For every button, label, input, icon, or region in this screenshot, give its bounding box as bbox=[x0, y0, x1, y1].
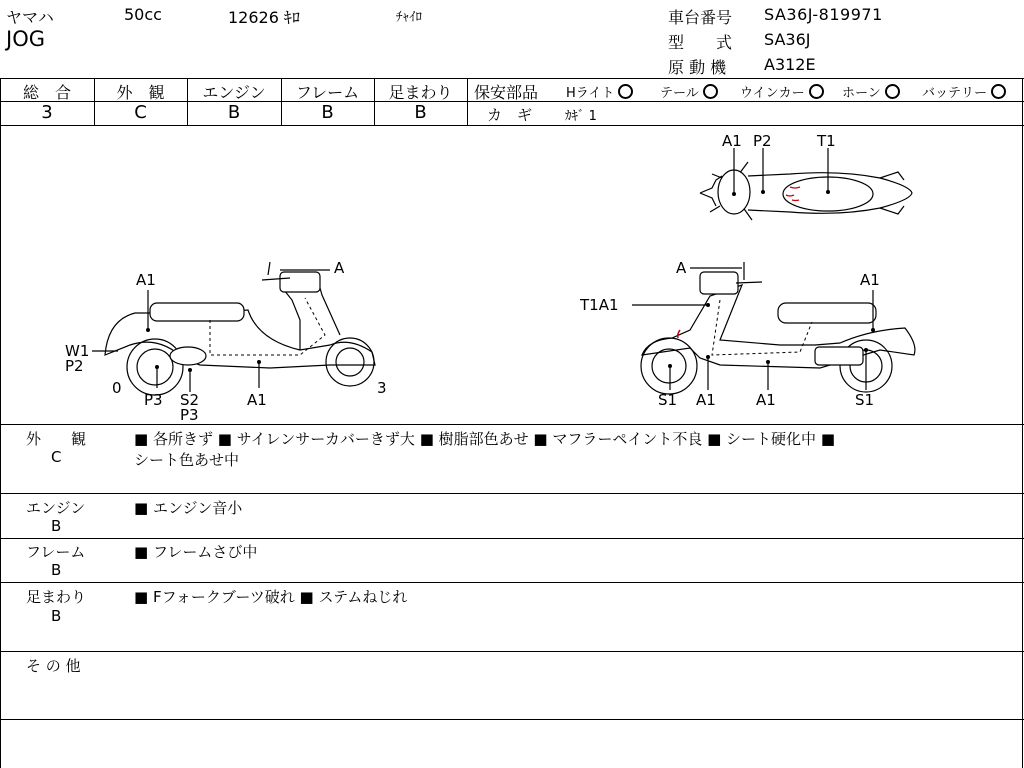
exterior-label: 外 観 bbox=[116, 83, 165, 102]
label-top-t1: T1 bbox=[817, 132, 836, 150]
exterior-value: C bbox=[134, 102, 147, 123]
frame-grade-label: フレーム bbox=[295, 83, 360, 102]
label-left-w1: W1 bbox=[65, 342, 90, 360]
notes-engine-label: エンジン bbox=[26, 499, 86, 517]
label-left-3: 3 bbox=[377, 379, 387, 397]
scooter-right-view bbox=[579, 259, 915, 409]
engine-grade-value: B bbox=[227, 102, 241, 123]
suspension-grade-label: 足まわり bbox=[388, 83, 453, 102]
label-left-p3: P3 bbox=[144, 391, 163, 409]
divider bbox=[0, 582, 1024, 583]
label-left-p3b: P3 bbox=[180, 406, 199, 424]
notes-suspension-grade: B bbox=[51, 607, 62, 625]
label-right-s1-rear: S1 bbox=[855, 391, 875, 409]
type-label: 型 式 bbox=[668, 33, 733, 52]
notes-suspension-line-1: ■ Fフォークブーツ破れ ■ ステムねじれ bbox=[134, 588, 408, 606]
notes-suspension-label: 足まわり bbox=[26, 588, 87, 606]
color: ﾁｬｲﾛ bbox=[396, 10, 422, 25]
label-right-s1-front: S1 bbox=[658, 391, 678, 409]
mileage: 12626 ｷﾛ bbox=[228, 8, 300, 27]
notes-frame-grade: B bbox=[51, 561, 62, 579]
divider bbox=[0, 538, 1024, 539]
label-top-a1: A1 bbox=[722, 132, 742, 150]
notes-other-label: そ の 他 bbox=[26, 657, 81, 675]
divider bbox=[0, 493, 1024, 494]
notes-frame-line-1: ■ フレームさび中 bbox=[134, 543, 258, 561]
ok-circle-icon bbox=[809, 84, 824, 99]
ok-circle-icon bbox=[991, 84, 1006, 99]
safety-label: 保安部品 bbox=[474, 83, 539, 102]
type-value: SA36J bbox=[764, 30, 811, 49]
model-name: JOG bbox=[6, 27, 45, 51]
overall-label: 総 合 bbox=[22, 83, 71, 102]
key-value: ｶｷﾞ 1 bbox=[565, 109, 597, 124]
notes-engine-line-1: ■ エンジン音小 bbox=[134, 499, 243, 517]
displacement: 50cc bbox=[124, 5, 162, 24]
divider bbox=[0, 719, 1024, 720]
label-left-a: A bbox=[334, 259, 345, 277]
overall-value: 3 bbox=[41, 102, 53, 123]
safety-item-horn: ホーン bbox=[842, 82, 900, 101]
ok-circle-icon bbox=[885, 84, 900, 99]
frame-grade-value: B bbox=[321, 102, 334, 123]
divider bbox=[467, 78, 468, 125]
notes-exterior-label: 外 観 bbox=[26, 430, 87, 448]
scooter-top-view bbox=[700, 132, 912, 220]
divider bbox=[0, 78, 1024, 79]
ok-circle-icon bbox=[703, 84, 718, 99]
key-label: カ ギ bbox=[487, 106, 533, 124]
divider bbox=[0, 424, 1024, 425]
safety-item-battery: バッテリー bbox=[922, 82, 1006, 101]
label-top-p2: P2 bbox=[753, 132, 772, 150]
notes-exterior-grade: C bbox=[51, 448, 62, 466]
engine-grade-label: エンジン bbox=[202, 83, 266, 102]
label-left-p2: P2 bbox=[65, 357, 84, 375]
maker: ヤマハ bbox=[6, 8, 54, 27]
label-left-0: 0 bbox=[112, 379, 122, 397]
label-right-t1a1: T1A1 bbox=[580, 296, 619, 314]
divider bbox=[1022, 78, 1023, 768]
notes-exterior-line-1: ■ 各所きず ■ サイレンサーカバーきず大 ■ 樹脂部色あせ ■ マフラーペイント不良 ■ シート硬化中 ■ bbox=[134, 430, 835, 448]
label-right-a: A bbox=[676, 259, 687, 277]
label-left-a1-bottom: A1 bbox=[247, 391, 267, 409]
divider bbox=[0, 651, 1024, 652]
notes-exterior-line-2: シート色あせ中 bbox=[134, 451, 240, 469]
safety-item-tail: テール bbox=[660, 82, 718, 101]
engine-type-value: A312E bbox=[764, 55, 816, 74]
suspension-grade-value: B bbox=[414, 102, 427, 123]
safety-item-headlight: Hライト bbox=[566, 82, 633, 101]
scooter-left-view bbox=[65, 259, 387, 424]
chassis-label: 車台番号 bbox=[668, 8, 733, 27]
label-right-a1-bottom: A1 bbox=[756, 391, 776, 409]
label-right-a1-seat: A1 bbox=[860, 271, 880, 289]
ok-circle-icon bbox=[618, 84, 633, 99]
label-right-a1-floor: A1 bbox=[696, 391, 716, 409]
damage-diagram bbox=[0, 126, 1022, 424]
notes-engine-grade: B bbox=[51, 517, 62, 535]
notes-frame-label: フレーム bbox=[26, 543, 86, 561]
safety-item-winker: ウインカー bbox=[740, 82, 824, 101]
label-left-a1-seat: A1 bbox=[136, 271, 156, 289]
label-left-s2: S2 bbox=[180, 391, 200, 409]
chassis-value: SA36J-819971 bbox=[764, 5, 883, 24]
divider bbox=[468, 101, 1024, 102]
engine-type-label: 原 動 機 bbox=[668, 58, 727, 77]
